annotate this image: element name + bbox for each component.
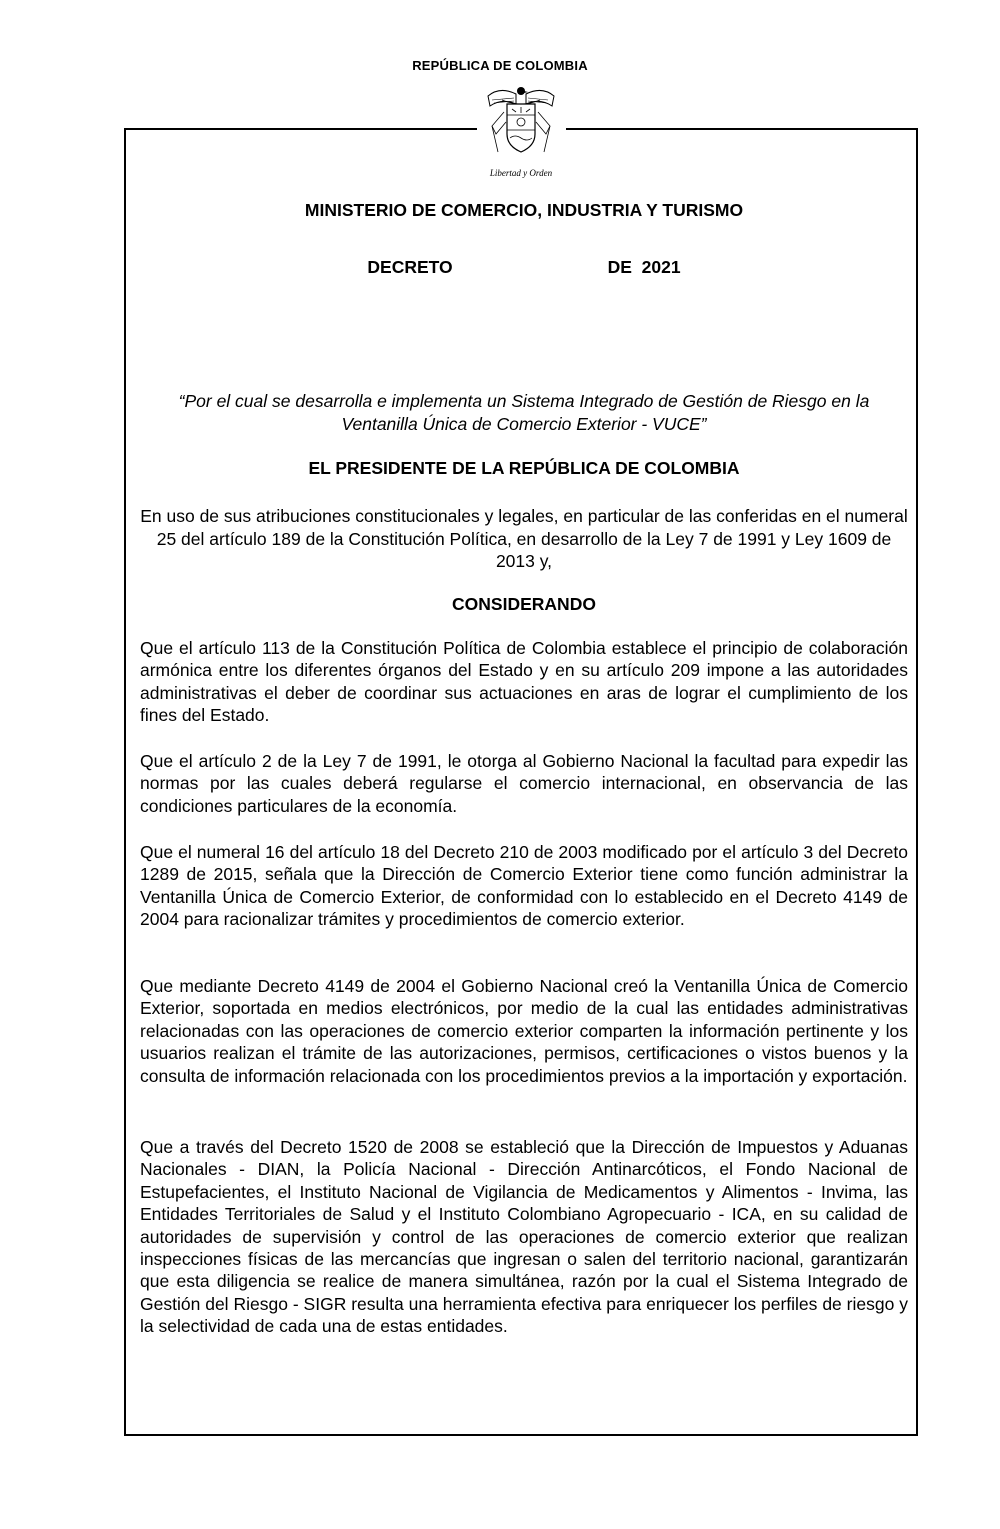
considering-paragraph: Que a través del Decreto 1520 de 2008 se estableció que la Dirección de Impuestos y Aduanas Nacionales - DIAN, la Policía Nacional - Dirección Antinarcóticos, el Fondo Nacional de Estupefacientes, el Instituto Nacional de Vigilancia de Medicamentos y Alimentos - Invima, las Entidades Territoriales de Salud y el Instituto Colombiano Agropecuario - ICA, en su calidad de autoridades de supervisión y control de las operaciones de comercio exterior que realizan inspecciones físicas de las mercancías que ingresan o salen del territorio nacional, garantizarán que esta diligencia se realice de manera simultánea, razón por la cual el Sistema Integrado de Gestión del Riesgo - SIGR resulta una herramienta efectiva para enriquecer los perfiles de riesgo y la selectividad de cada una de estas entidades. bbox=[140, 1137, 908, 1337]
decree-title bbox=[140, 257, 908, 278]
attributions-text: En uso de sus atribuciones constitucionales y legales, en particular de las conferidas en el numeral 25 del artículo 189 de la Constitución Política, en desarrollo de la Ley 7 de 1991 y Ley 1609 de 2013 y, bbox=[140, 506, 908, 571]
decree-subject: “Por el cual se desarrolla e implementa un Sistema Integrado de Gestión de Riesgo en la Ventanilla Única de Comercio Exterior - VUCE” bbox=[178, 391, 870, 434]
considering-heading: CONSIDERANDO bbox=[452, 594, 596, 614]
coat-of-arms-icon bbox=[478, 82, 564, 182]
decree-label: DECRETO bbox=[367, 257, 453, 277]
authority-heading: EL PRESIDENTE DE LA REPÚBLICA DE COLOMBIA bbox=[308, 458, 740, 478]
considering-paragraph: Que el artículo 2 de la Ley 7 de 1991, le otorga al Gobierno Nacional la facultad para expedir las normas por las cuales deberá regularse el comercio internacional, en observancia de las condiciones particulares de la economía. bbox=[140, 751, 908, 816]
seal-motto: Libertad y Orden bbox=[489, 168, 553, 178]
considering-paragraph: Que el numeral 16 del artículo 18 del Decreto 210 de 2003 modificado por el artículo 3 del Decreto 1289 de 2015, señala que la Dirección de Comercio Exterior tiene como función administrar la Ventanilla Única de Comercio Exterior, de conformidad con lo establecido en el Decreto 4149 de 2004 para racionalizar trámites y procedimientos de comercio exterior. bbox=[140, 842, 908, 930]
ministry-title: MINISTERIO DE COMERCIO, INDUSTRIA Y TURISMO bbox=[304, 200, 744, 220]
decree-year: DE 2021 bbox=[607, 257, 681, 277]
country-header: REPÚBLICA DE COLOMBIA bbox=[412, 58, 588, 73]
considering-paragraph: Que el artículo 113 de la Constitución Política de Colombia establece el principio de colaboración armónica entre los diferentes órganos del Estado y en su artículo 209 impone a las autoridades administrativas el deber de coordinar sus actuaciones en aras de lograr el cumplimiento de los fines del Estado. bbox=[140, 638, 908, 726]
considering-paragraph: Que mediante Decreto 4149 de 2004 el Gobierno Nacional creó la Ventanilla Única de Comercio Exterior, soportada en medios electrónicos, por medio de la cual las entidades administrativas relacionadas con las operaciones de comercio exterior comparten la información pertinente y los usuarios realizan el trámite de las autorizaciones, permisos, certificaciones o vistos buenos y la consulta de información relacionada con los procedimientos previos a la importación y exportación. bbox=[140, 976, 908, 1086]
